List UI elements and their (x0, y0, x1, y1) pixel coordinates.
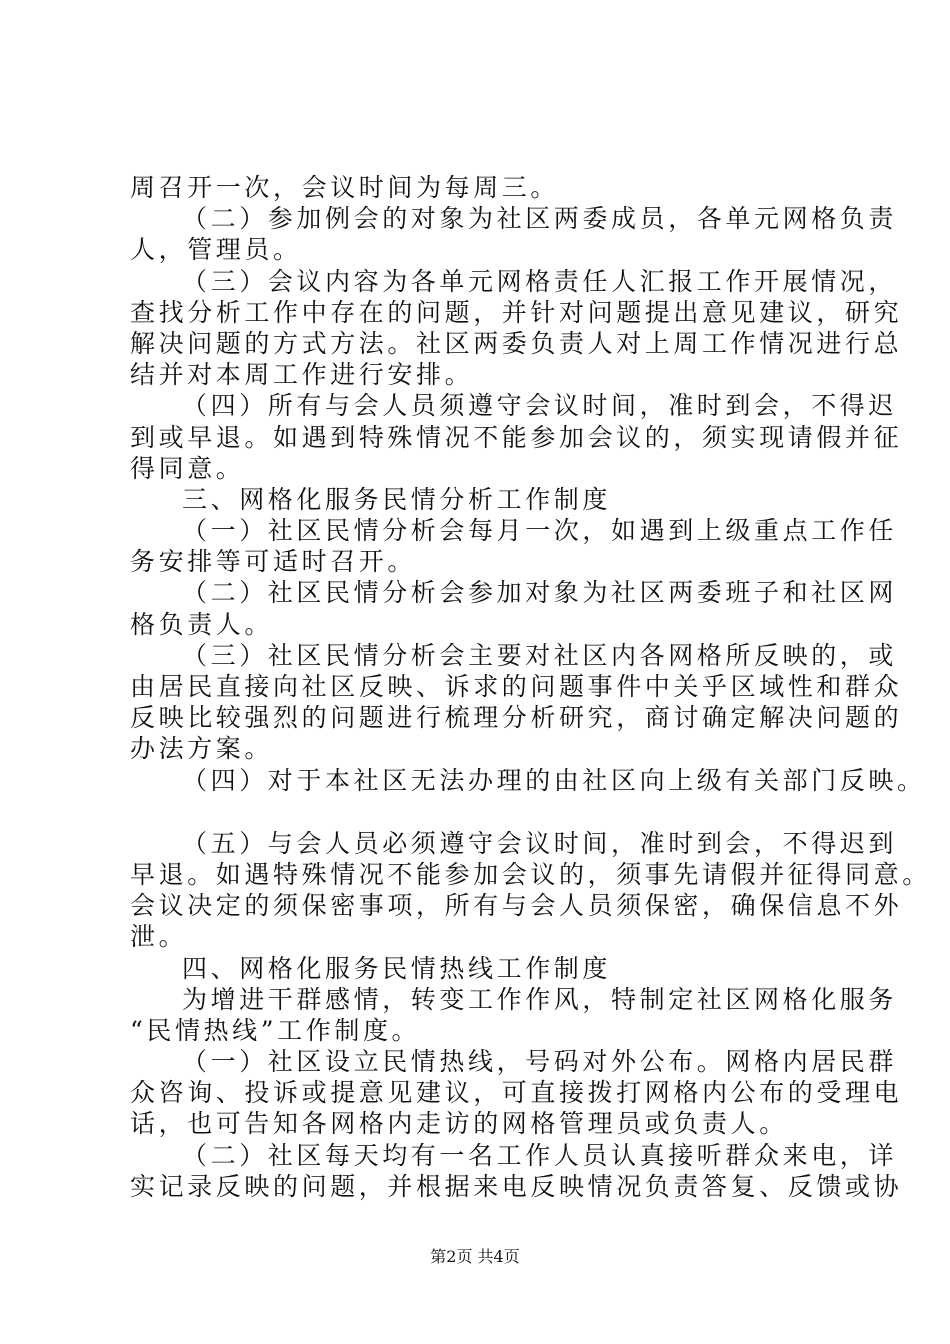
text-line: 反映比较强烈的问题进行梳理分析研究，商讨确定解决问题的 (130, 703, 903, 733)
text-line: 早退。如遇特殊情况不能参加会议的，须事先请假并征得同意。 (130, 859, 931, 889)
text-line: “民情热线”工作制度。 (130, 1015, 421, 1045)
text-line: 办法方案。 (130, 734, 274, 764)
text-line: 由居民直接向社区反映、诉求的问题事件中关乎区域性和群众 (130, 672, 903, 701)
text-line: 实记录反映的问题，并根据来电反映情况负责答复、反馈或协 (130, 1171, 903, 1201)
text-line: 众咨询、投诉或提意见建议，可直接拨打网格内公布的受理电 (130, 1078, 903, 1108)
text-line: （二）参加例会的对象为社区两委成员，各单元网格负责 (182, 204, 898, 234)
text-line: （四）对于本社区无法办理的由社区向上级有关部门反映。 (182, 765, 926, 795)
text-line: 查找分析工作中存在的问题，并针对问题提出意见建议，研究 (130, 297, 903, 327)
text-line: （三）社区民情分析会主要对社区内各网格所反映的，或 (182, 640, 898, 670)
text-line: 周召开一次，会议时间为每周三。 (130, 173, 560, 202)
section-heading: 四、网格化服务民情热线工作制度 (182, 953, 612, 983)
text-line: 结并对本周工作进行安排。 (130, 360, 474, 390)
text-line: （三）会议内容为各单元网格责任人汇报工作开展情况， (182, 266, 898, 296)
text-line: （二）社区民情分析会参加对象为社区两委班子和社区网 (182, 578, 898, 608)
section-heading: 三、网格化服务民情分析工作制度 (182, 484, 612, 514)
text-line: 泄。 (130, 922, 188, 952)
text-line: 到或早退。如遇到特殊情况不能参加会议的，须实现请假并征 (130, 422, 903, 452)
text-line: 人，管理员。 (130, 235, 302, 265)
text-line: 务安排等可适时召开。 (130, 547, 417, 577)
text-line: 会议决定的须保密事项，所有与会人员须保密，确保信息不外 (130, 891, 903, 921)
text-line: 格负责人。 (130, 609, 274, 639)
text-line: （一）社区民情分析会每月一次，如遇到上级重点工作任 (182, 516, 898, 546)
text-line: 解决问题的方式方法。社区两委负责人对上周工作情况进行总 (130, 328, 903, 358)
text-line: 为增进干群感情，转变工作作风，特制定社区网格化服务 (182, 984, 898, 1014)
document-body (130, 172, 931, 1202)
text-line: （一）社区设立民情热线，号码对外公布。网格内居民群 (182, 1047, 898, 1077)
text-line: （二）社区每天均有一名工作人员认真接听群众来电，详 (182, 1140, 898, 1170)
text-line: （四）所有与会人员须遵守会议时间，准时到会，不得迟 (182, 391, 898, 421)
page-footer: 第2页 共4页 (430, 1247, 520, 1266)
text-line: 得同意。 (130, 453, 245, 483)
text-line: （五）与会人员必须遵守会议时间，准时到会，不得迟到 (182, 828, 898, 858)
text-line: 话，也可告知各网格内走访的网格管理员或负责人。 (130, 1109, 788, 1139)
paragraph-gap (130, 796, 840, 828)
